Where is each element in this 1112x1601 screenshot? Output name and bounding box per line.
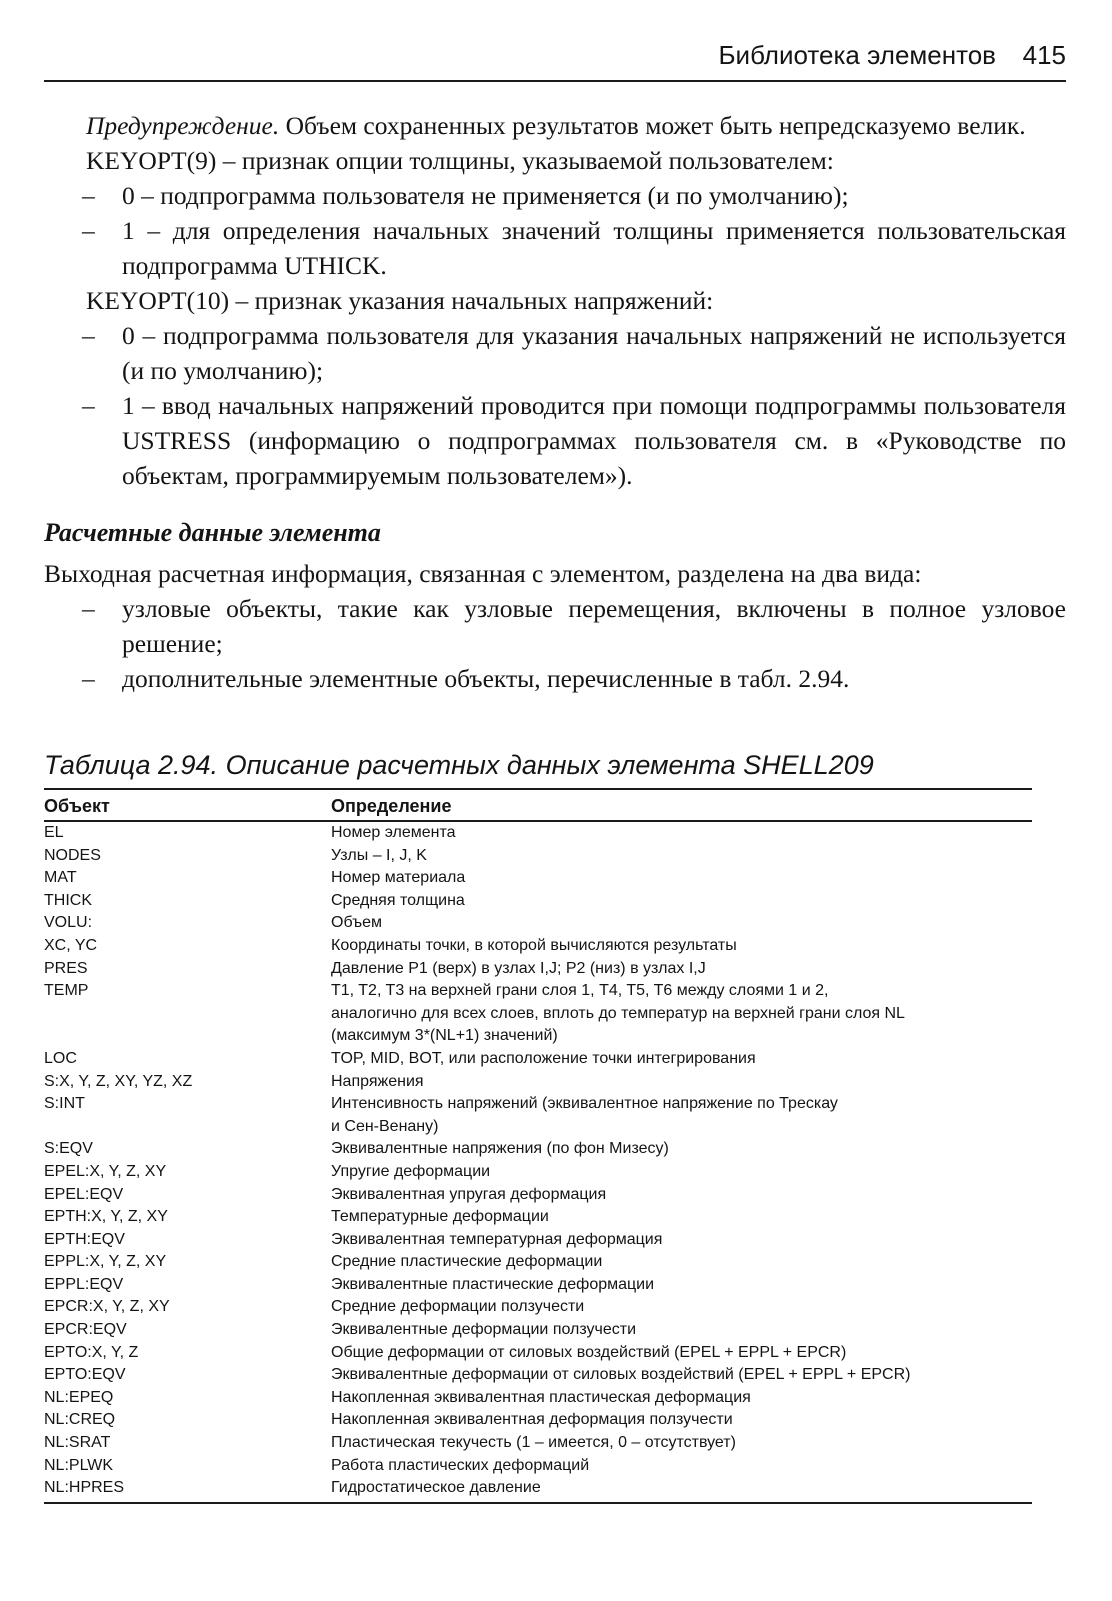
definition-line: Пластическая текучесть (1 – имеется, 0 – отсутствует) bbox=[331, 1434, 736, 1452]
table-row bbox=[44, 890, 1032, 913]
object-cell: S:INT bbox=[44, 1095, 85, 1113]
table-row bbox=[44, 1161, 1032, 1184]
table-row bbox=[44, 1477, 1032, 1503]
column-header-definition: Определение bbox=[331, 789, 1032, 821]
list-item bbox=[44, 318, 1066, 388]
table-row bbox=[44, 1184, 1032, 1207]
table-row bbox=[44, 1319, 1032, 1342]
definition-cell bbox=[331, 1206, 1032, 1229]
definition-line: Накопленная эквивалентная деформация ползучести bbox=[331, 1411, 733, 1429]
output-data-table-container bbox=[44, 788, 1032, 1504]
list-item bbox=[44, 661, 1066, 696]
list-item-text: 1 – для определения начальных значений толщины применяется пользовательская подпрограмма UTHICK. bbox=[122, 216, 1066, 280]
list-item-text: 0 – подпрограмма пользователя для указания начальных напряжений не используется (и по умолчанию); bbox=[122, 321, 1066, 385]
dash-marker: – bbox=[82, 664, 95, 693]
definition-line: Работа пластических деформаций bbox=[331, 1456, 590, 1474]
keyopt9-options bbox=[44, 178, 1066, 283]
definition-line: Эквивалентные напряжения (по фон Мизесу) bbox=[331, 1140, 669, 1158]
warning-text: Объем сохраненных результатов может быть непредсказуемо велик. bbox=[279, 111, 1026, 140]
definition-line: Упругие деформации bbox=[331, 1162, 491, 1180]
running-header bbox=[44, 36, 1066, 82]
definition-line: T1, T2, T3 на верхней грани слоя 1, T4, T5, T6 между слоями 1 и 2, bbox=[331, 982, 829, 1000]
column-header-object: Объект bbox=[44, 789, 331, 821]
object-cell: TEMP bbox=[44, 982, 89, 1000]
definition-line: (максимум 3*(NL+1) значений) bbox=[331, 1027, 558, 1045]
object-cell: EPPL:EQV bbox=[44, 1275, 124, 1293]
object-cell: MAT bbox=[44, 869, 77, 887]
definition-line: Давление P1 (верх) в узлах I,J; P2 (низ) в узлах I,J bbox=[331, 959, 706, 977]
table-header-row bbox=[44, 789, 1032, 821]
definition-cell bbox=[331, 1387, 1032, 1410]
definition-cell bbox=[331, 935, 1032, 958]
object-cell: NL:SRAT bbox=[44, 1434, 111, 1452]
list-item bbox=[44, 591, 1066, 661]
body-text bbox=[44, 108, 1066, 696]
definition-line: TOP, MID, BOT, или расположение точки интегрирования bbox=[331, 1049, 756, 1067]
list-item-text: дополнительные элементные объекты, перечисленные в табл. 2.94. bbox=[122, 664, 850, 693]
table-row bbox=[44, 821, 1032, 845]
table-row bbox=[44, 1093, 1032, 1138]
definition-cell bbox=[331, 912, 1032, 935]
table-row bbox=[44, 1364, 1032, 1387]
definition-line: Объем bbox=[331, 914, 382, 932]
table-row bbox=[44, 1409, 1032, 1432]
table-row bbox=[44, 845, 1032, 868]
definition-cell bbox=[331, 980, 1032, 1048]
definition-line: Узлы – I, J, K bbox=[331, 846, 427, 864]
definition-line: Общие деформации от силовых воздействий (EPEL + EPPL + EPCR) bbox=[331, 1343, 847, 1361]
definition-cell bbox=[331, 1093, 1032, 1138]
table-row bbox=[44, 1138, 1032, 1161]
keyopt10-intro: KEYOPT(10) – признак указания начальных напряжений: bbox=[86, 286, 714, 315]
definition-line: Температурные деформации bbox=[331, 1208, 549, 1226]
definition-line: Интенсивность напряжений (эквивалентное напряжение по Трескау bbox=[331, 1095, 838, 1113]
list-item-text: 1 – ввод начальных напряжений проводится при помощи подпрограммы пользователя USTRESS (информацию о подпрограммах пользователя см. в «Руководстве по объектам, программируемым пользователем»). bbox=[122, 391, 1066, 490]
object-cell: EPTO:X, Y, Z bbox=[44, 1343, 139, 1361]
dash-marker: – bbox=[82, 216, 95, 245]
table-row bbox=[44, 935, 1032, 958]
definition-line: Эквивалентные пластические деформации bbox=[331, 1275, 655, 1293]
list-item bbox=[44, 213, 1066, 283]
object-cell: S:X, Y, Z, XY, YZ, XZ bbox=[44, 1072, 193, 1090]
object-cell: NODES bbox=[44, 846, 101, 864]
object-cell: NL:PLWK bbox=[44, 1456, 114, 1474]
table-row bbox=[44, 958, 1032, 981]
object-cell: EPCR:EQV bbox=[44, 1321, 127, 1339]
definition-cell bbox=[331, 1432, 1032, 1455]
object-cell: EPEL:EQV bbox=[44, 1185, 124, 1203]
definition-cell bbox=[331, 1364, 1032, 1387]
object-cell: LOC bbox=[44, 1049, 77, 1067]
definition-cell bbox=[331, 1455, 1032, 1478]
object-cell: PRES bbox=[44, 959, 88, 977]
warning-paragraph bbox=[44, 108, 1066, 143]
object-cell: NL:CREQ bbox=[44, 1411, 116, 1429]
definition-line: Координаты точки, в которой вычисляются результаты bbox=[331, 936, 737, 954]
definition-line: и Сен-Венану) bbox=[331, 1117, 439, 1135]
object-cell: THICK bbox=[44, 891, 92, 909]
object-cell: S:EQV bbox=[44, 1140, 93, 1158]
definition-cell bbox=[331, 845, 1032, 868]
definition-line: Средняя толщина bbox=[331, 891, 465, 909]
table-row bbox=[44, 912, 1032, 935]
table-row bbox=[44, 1296, 1032, 1319]
table-row bbox=[44, 1048, 1032, 1071]
table-row bbox=[44, 1251, 1032, 1274]
definition-cell bbox=[331, 1071, 1032, 1094]
object-cell: EPTO:EQV bbox=[44, 1366, 126, 1384]
definition-line: Номер элемента bbox=[331, 824, 456, 841]
running-header-title: Библиотека элементов bbox=[718, 40, 996, 70]
definition-line: Эквивалентные деформации ползучести bbox=[331, 1321, 637, 1339]
list-item-text: узловые объекты, такие как узловые перемещения, включены в полное узловое решение; bbox=[122, 594, 1066, 658]
section-intro: Выходная расчетная информация, связанная с элементом, разделена на два вида: bbox=[44, 559, 922, 588]
definition-cell bbox=[331, 867, 1032, 890]
object-cell: NL:HPRES bbox=[44, 1477, 331, 1503]
dash-marker: – bbox=[82, 391, 95, 420]
keyopt9-intro: KEYOPT(9) – признак опции толщины, указываемой пользователем: bbox=[86, 146, 834, 175]
dash-marker: – bbox=[82, 594, 95, 623]
definition-cell bbox=[331, 1138, 1032, 1161]
object-cell: XC, YC bbox=[44, 936, 98, 954]
output-data-table bbox=[44, 788, 1032, 1504]
object-cell: EPTH:EQV bbox=[44, 1230, 125, 1248]
dash-marker: – bbox=[82, 321, 95, 350]
section-list bbox=[44, 591, 1066, 696]
definition-line: Гидростатическое давление bbox=[331, 1479, 541, 1497]
definition-cell bbox=[331, 1251, 1032, 1274]
list-item bbox=[44, 178, 1066, 213]
definition-line: Средние пластические деформации bbox=[331, 1253, 603, 1271]
table-row bbox=[44, 1455, 1032, 1478]
table-row bbox=[44, 980, 1032, 1048]
definition-cell bbox=[331, 1409, 1032, 1432]
definition-cell bbox=[331, 1274, 1032, 1297]
definition-line: Эквивалентная температурная деформация bbox=[331, 1230, 663, 1248]
object-cell: EPEL:X, Y, Z, XY bbox=[44, 1162, 167, 1180]
definition-cell bbox=[331, 1342, 1032, 1365]
definition-cell bbox=[331, 1477, 1032, 1503]
page-number: 415 bbox=[1022, 40, 1066, 70]
definition-line: Эквивалентная упругая деформация bbox=[331, 1185, 607, 1203]
warning-label: Предупреждение. bbox=[86, 111, 280, 140]
definition-cell bbox=[331, 890, 1032, 913]
object-cell: EL bbox=[44, 824, 64, 841]
dash-marker: – bbox=[82, 181, 95, 210]
table-row bbox=[44, 1206, 1032, 1229]
table-row bbox=[44, 1274, 1032, 1297]
definition-cell bbox=[331, 1296, 1032, 1319]
definition-cell bbox=[331, 958, 1032, 981]
definition-cell bbox=[331, 1229, 1032, 1252]
table-body bbox=[44, 821, 1032, 1503]
definition-line: аналогично для всех слоев, вплоть до температур на верхней грани слоя NL bbox=[331, 1004, 905, 1022]
list-item-text: 0 – подпрограмма пользователя не применяется (и по умолчанию); bbox=[122, 181, 849, 210]
object-cell: NL:EPEQ bbox=[44, 1388, 114, 1406]
definition-cell bbox=[331, 1184, 1032, 1207]
definition-cell bbox=[331, 1319, 1032, 1342]
table-row bbox=[44, 1229, 1032, 1252]
table-row bbox=[44, 867, 1032, 890]
definition-line: Эквивалентные деформации от силовых воздействий (EPEL + EPPL + EPCR) bbox=[331, 1366, 911, 1384]
object-cell: EPTH:X, Y, Z, XY bbox=[44, 1208, 168, 1226]
table-row bbox=[44, 1071, 1032, 1094]
object-cell: EPCR:X, Y, Z, XY bbox=[44, 1298, 170, 1316]
definition-line: Накопленная эквивалентная пластическая деформация bbox=[331, 1388, 751, 1406]
definition-line: Средние деформации ползучести bbox=[331, 1298, 585, 1316]
definition-cell bbox=[331, 821, 1032, 845]
table-row bbox=[44, 1387, 1032, 1410]
table-row bbox=[44, 1342, 1032, 1365]
definition-line: Номер материала bbox=[331, 869, 466, 887]
definition-cell bbox=[331, 1161, 1032, 1184]
definition-line: Напряжения bbox=[331, 1072, 424, 1090]
definition-cell bbox=[331, 1048, 1032, 1071]
table-caption: Таблица 2.94. Описание расчетных данных элемента SHELL209 bbox=[44, 750, 874, 780]
object-cell: EPPL:X, Y, Z, XY bbox=[44, 1253, 167, 1271]
keyopt10-options bbox=[44, 318, 1066, 493]
list-item bbox=[44, 388, 1066, 493]
section-heading: Расчетные данные элемента bbox=[44, 518, 381, 547]
object-cell: VOLU: bbox=[44, 914, 93, 932]
table-row bbox=[44, 1432, 1032, 1455]
